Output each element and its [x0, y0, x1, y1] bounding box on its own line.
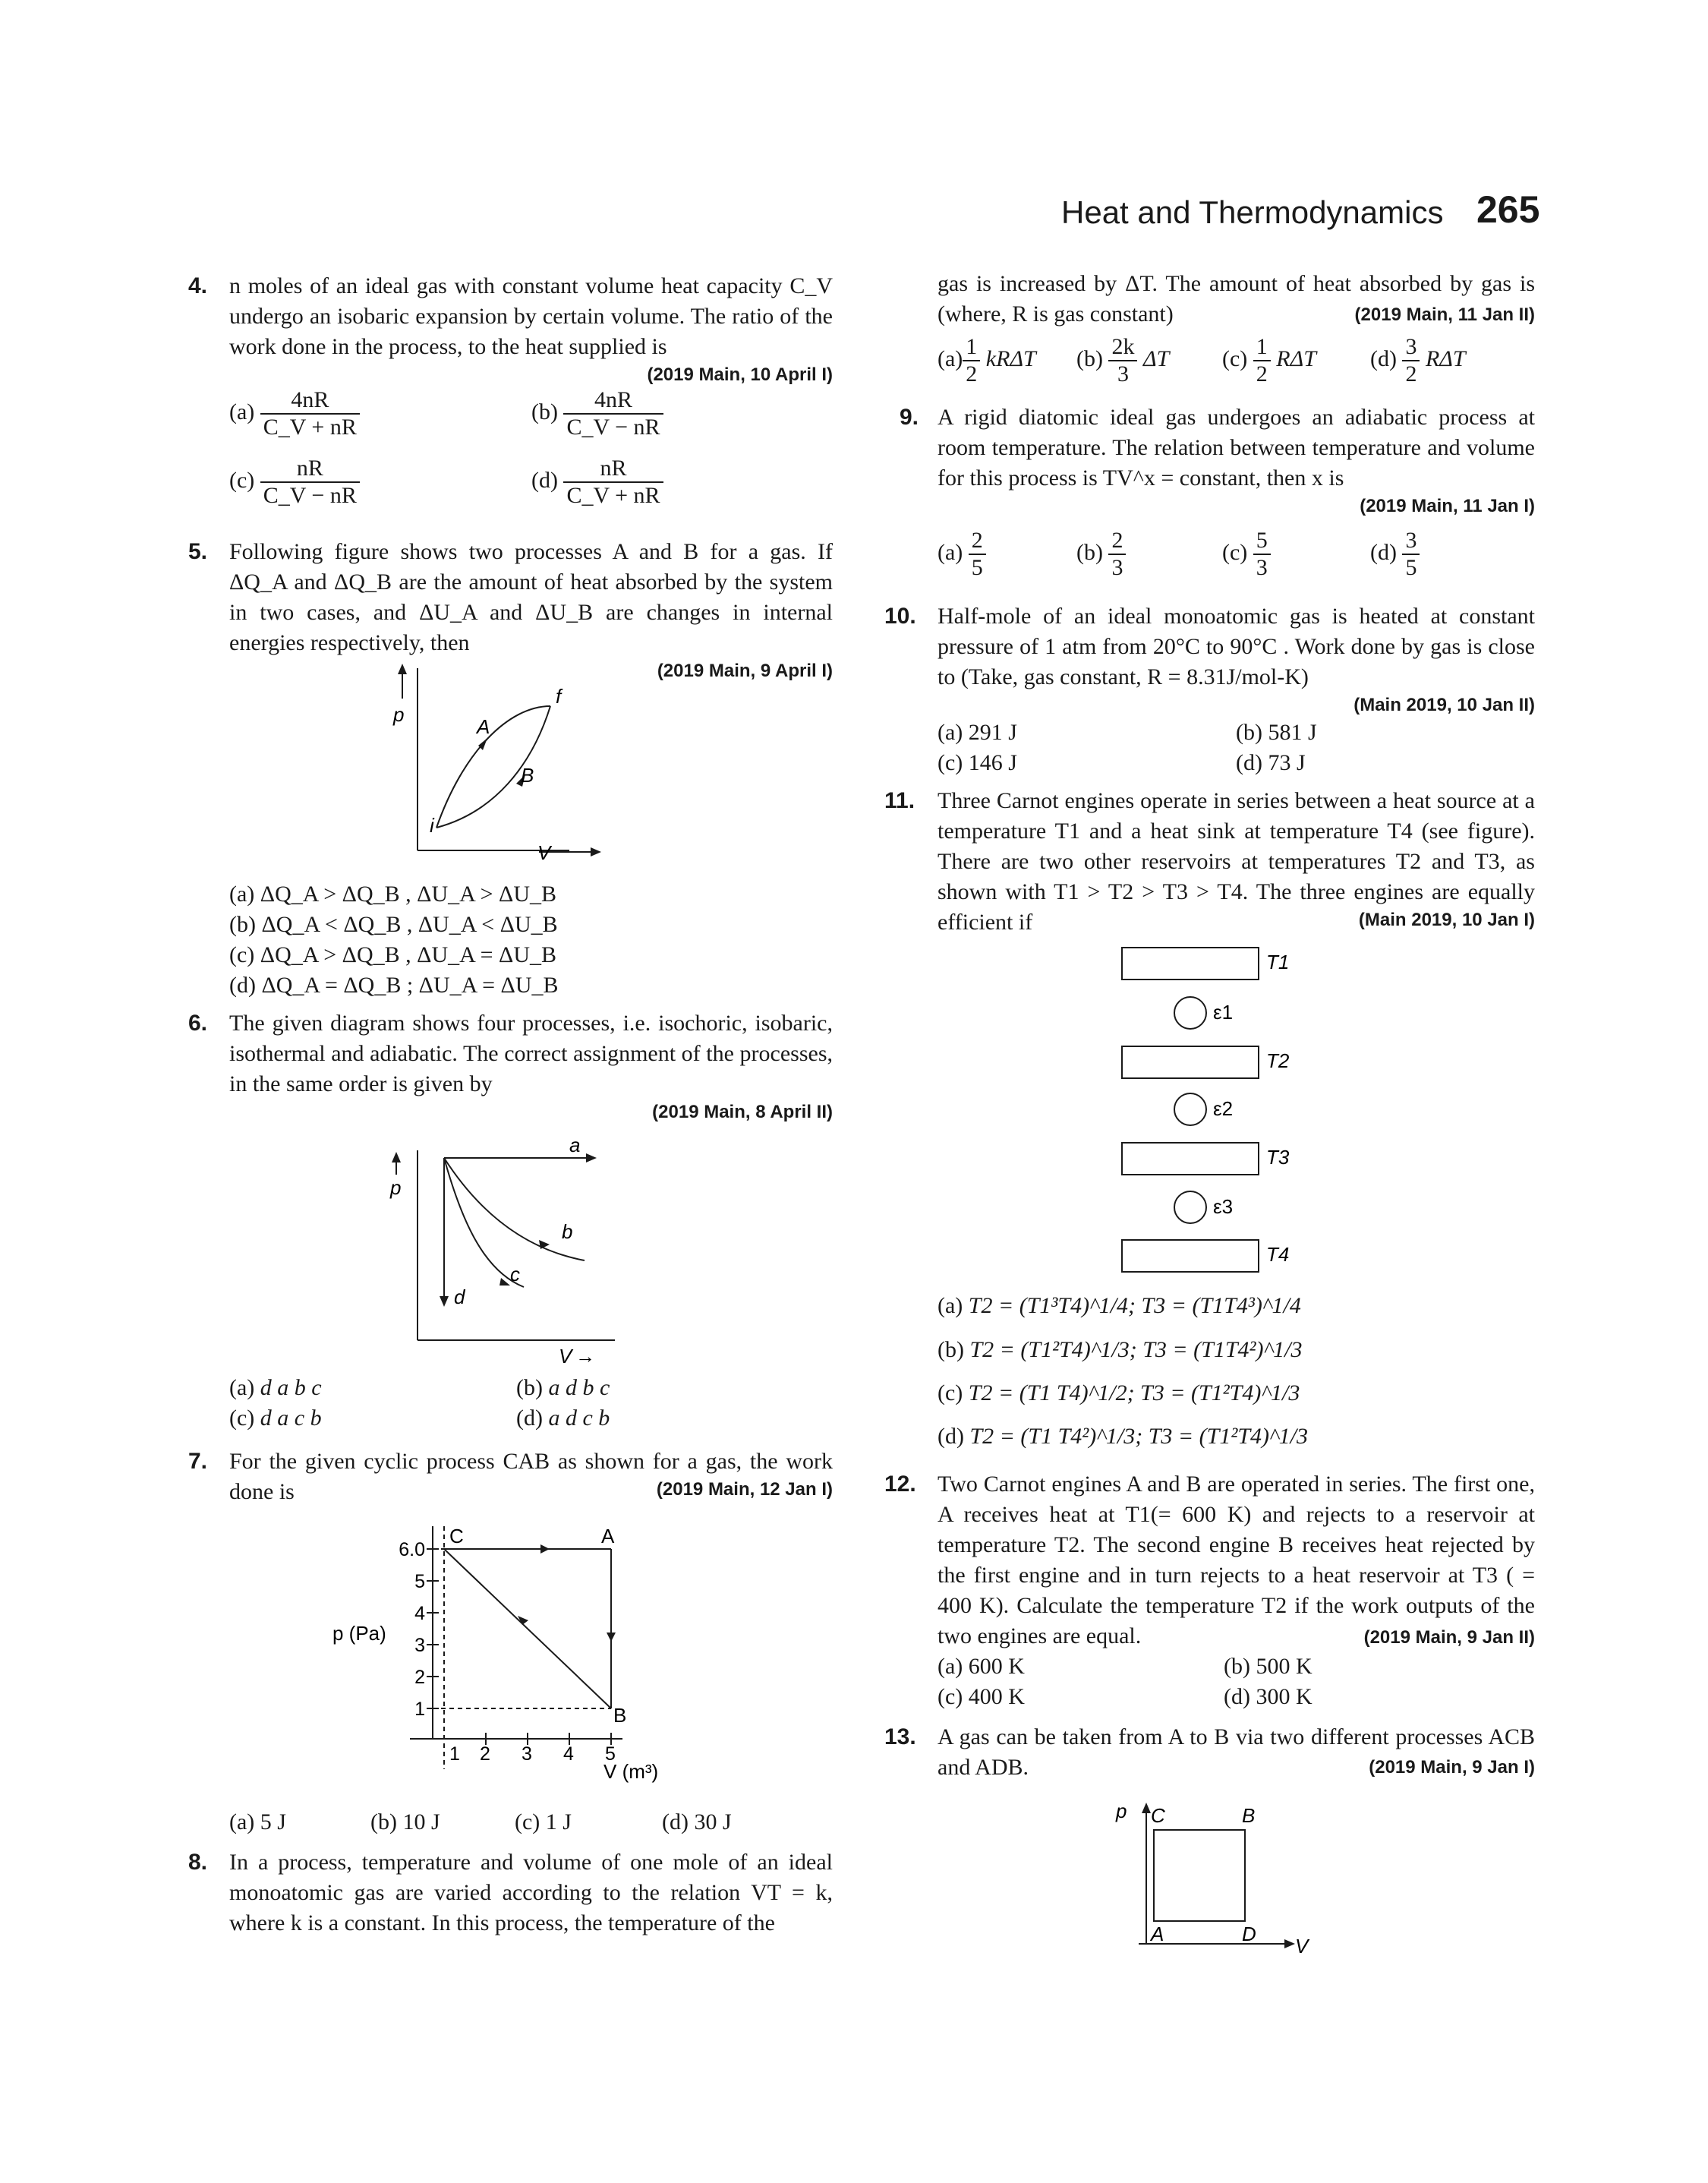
fraction [563, 456, 663, 509]
option-d [1224, 1682, 1313, 1712]
fraction [260, 387, 360, 440]
option-text: kRΔT [985, 345, 1036, 371]
point-label-i: i [430, 814, 434, 837]
option-label: (c) [515, 1809, 540, 1834]
reservoir-label-t1: T1 [1266, 951, 1290, 973]
question-text: Half-mole of an ideal monoatomic gas is heated at constant pressure of 1 atm from 20°C to 90°C . Work done by gas is close to (Take, gas constant, R = 8.31J/mol-K) [938, 604, 1535, 689]
option-b [370, 1807, 440, 1838]
option-label: (d) [1370, 345, 1397, 371]
option-text: T2 = (T1 T4)^1/2; T3 = (T1²T4)^1/3 [968, 1380, 1300, 1405]
option-label: (b) [516, 1375, 543, 1400]
option-label: (a) [229, 1809, 255, 1834]
engine-label-e1: ε1 [1213, 1001, 1234, 1024]
question-number: 5. [188, 539, 208, 564]
y-tick-3: 3 [414, 1635, 425, 1656]
question-text: Three Carnot engines operate in series between a heat source at a temperature T1 and a heat sink at temperature T4 (see figure). There are two other reservoirs at temperatures T2 and T3, as shown with T1 > T2 > T3 > T4. The three engines are equally efficient if [938, 788, 1535, 935]
numerator: 2 [1108, 528, 1126, 555]
option-text: ΔQ_A > ΔQ_B , ΔU_A > ΔU_B [260, 882, 557, 907]
source-tag: (2019 Main, 8 April II) [652, 1102, 833, 1122]
option-d [662, 1807, 732, 1838]
reservoir-t3 [1122, 1143, 1259, 1175]
option-label: (c) [229, 1405, 255, 1431]
denominator: 3 [1256, 555, 1268, 580]
option-a [229, 1807, 286, 1838]
question-number: 10. [884, 604, 916, 629]
y-tick-2: 2 [414, 1667, 425, 1688]
source-tag: (2019 Main, 11 Jan II) [1354, 304, 1535, 325]
option-label: (b) [1076, 345, 1103, 371]
option-b [229, 910, 558, 940]
question-number: 9. [900, 405, 919, 430]
option-d [229, 970, 559, 1001]
x-tick-2: 2 [480, 1743, 490, 1765]
option-text: d a c b [260, 1405, 322, 1431]
denominator: C_V + nR [263, 415, 357, 440]
question-6 [229, 1008, 833, 1125]
option-text: 10 J [402, 1809, 440, 1834]
reservoir-label-t3: T3 [1266, 1146, 1290, 1169]
option-text: ΔT [1142, 345, 1170, 371]
option-label: (c) [229, 942, 255, 967]
source-tag: (2019 Main, 12 Jan I) [656, 1479, 833, 1500]
option-d [531, 456, 663, 509]
fraction [1402, 334, 1420, 387]
carnot-engines-figure [1116, 942, 1313, 1276]
option-label: (a) [938, 1654, 963, 1679]
option-text: 5 J [260, 1809, 286, 1834]
point-label-c: C [449, 1525, 464, 1547]
option-b [1224, 1651, 1313, 1682]
option-label: (c) [938, 750, 963, 775]
option-text: a d c b [548, 1405, 610, 1431]
curve-label-a: a [569, 1135, 581, 1156]
option-text: T2 = (T1²T4)^1/3; T3 = (T1T4²)^1/3 [969, 1337, 1303, 1362]
option-label: (c) [229, 467, 255, 493]
option-a [938, 528, 986, 581]
question-text: Two Carnot engines A and B are operated in series. The first one, A receives heat at T1(= 600 K) and rejects to a reservoir at temperature T2. The second engine B receives heat rejected by the first engine and in turn rejects to a heat reservoir at T3 ( = 400 K). Calculate the temperature T2 if the work outputs of the two engines are equal. [938, 1472, 1535, 1648]
y-tick-4: 4 [414, 1603, 425, 1624]
option-d [1236, 748, 1306, 778]
denominator: C_V − nR [566, 415, 660, 440]
option-label: (a) [229, 882, 255, 907]
question-text: The given diagram shows four processes, i.e. isochoric, isobaric, isothermal and adiabatic. The correct assignment of the processes, in the same order is given by [229, 1011, 833, 1096]
option-text: ΔQ_A > ΔQ_B , ΔU_A = ΔU_B [260, 942, 557, 967]
engine-label-e2: ε2 [1213, 1097, 1234, 1120]
process-rectangle [1154, 1830, 1245, 1921]
option-text: 300 K [1256, 1684, 1313, 1709]
question-number: 4. [188, 273, 208, 298]
question-8 [229, 1847, 833, 1939]
option-label: (c) [938, 1684, 963, 1709]
engine-3 [1174, 1191, 1206, 1223]
option-label: (a) [229, 1375, 255, 1400]
reservoir-t1 [1122, 948, 1259, 980]
fraction [1253, 334, 1271, 387]
option-d [516, 1403, 610, 1434]
denominator: 3 [1117, 361, 1129, 386]
option-b [938, 1335, 1303, 1365]
question-text: gas is increased by ΔT. The amount of heat absorbed by gas is (where, R is gas constant) [938, 271, 1535, 327]
question-10 [938, 601, 1535, 718]
source-tag: (2019 Main, 9 April I) [657, 661, 833, 681]
question-text: n moles of an ideal gas with constant volume heat capacity C_V undergo an isobaric expansion by certain volume. The ratio of the work done in the process, to the heat supplied is [229, 273, 833, 359]
arrow-glyph: → [575, 1345, 595, 1368]
option-a [938, 718, 1017, 748]
option-c [938, 1682, 1025, 1712]
option-b [1236, 718, 1317, 748]
engine-1 [1174, 997, 1206, 1029]
page-header-title: Heat and Thermodynamics [1061, 194, 1444, 230]
y-tick-6: 6.0 [399, 1539, 425, 1560]
option-d [938, 1421, 1308, 1452]
source-tag: (2019 Main, 10 April I) [647, 364, 833, 385]
option-c [515, 1807, 572, 1838]
axis-label-v: V [559, 1345, 572, 1368]
question-9 [938, 402, 1535, 519]
option-label: (d) [1236, 750, 1262, 775]
denominator: 5 [1405, 555, 1417, 580]
option-label: (d) [938, 1424, 964, 1449]
question-text: Following figure shows two processes A and B for a gas. If ΔQ_A and ΔQ_B are the amount of heat absorbed by the system in two cases, and ΔU_A and ΔU_B are changes in internal energies respectively, then [229, 539, 833, 655]
curve-label-b: b [562, 1220, 573, 1243]
denominator: 2 [966, 361, 978, 386]
fraction [563, 387, 663, 440]
option-c [1222, 528, 1271, 581]
reservoir-t4 [1122, 1240, 1259, 1272]
option-a [938, 1651, 1025, 1682]
option-a [938, 334, 1036, 387]
question-text: A rigid diatomic ideal gas undergoes an adiabatic process at room temperature. The relation between temperature and volume for this process is TV^x = constant, then x is [938, 405, 1535, 491]
numerator: 3 [1402, 334, 1420, 361]
axis-label-p: p [393, 703, 405, 726]
option-label: (d) [1370, 539, 1397, 565]
option-c [1222, 334, 1316, 387]
fraction [260, 456, 360, 509]
numerator: 4nR [260, 387, 360, 415]
option-label: (b) [1236, 720, 1262, 745]
option-text: d a b c [260, 1375, 322, 1400]
axis-label-v: V (m³) [603, 1760, 659, 1783]
point-label-b: B [613, 1704, 627, 1727]
denominator: 2 [1405, 361, 1417, 386]
option-label: (c) [938, 1380, 963, 1405]
point-label-a: A [601, 1525, 615, 1547]
option-text: 500 K [1256, 1654, 1313, 1679]
option-label: (b) [1224, 1654, 1250, 1679]
point-label-b: B [1242, 1804, 1256, 1827]
option-label: (b) [370, 1809, 397, 1834]
option-text: a d b c [548, 1375, 610, 1400]
option-a [229, 879, 556, 910]
option-text: RΔT [1425, 345, 1466, 371]
option-c [229, 456, 360, 509]
option-label: (b) [229, 912, 256, 937]
y-tick-5: 5 [414, 1571, 425, 1592]
question-text: A gas can be taken from A to B via two different processes ACB and ADB. [938, 1724, 1535, 1780]
option-label: (a) [229, 399, 255, 424]
fraction [1108, 528, 1126, 581]
numerator: 2k [1108, 334, 1137, 361]
axis-label-v: V [537, 841, 551, 864]
source-tag: (2019 Main, 9 Jan I) [1369, 1757, 1535, 1778]
curve-label-d: d [454, 1286, 465, 1308]
reservoir-label-t4: T4 [1266, 1243, 1290, 1266]
denominator: 2 [1256, 361, 1268, 386]
x-tick-5: 5 [605, 1743, 616, 1765]
pv-diagram-q13 [1101, 1792, 1321, 1967]
option-label: (d) [229, 973, 256, 998]
option-b [1076, 334, 1169, 387]
option-label: (d) [516, 1405, 543, 1431]
option-a [229, 1373, 322, 1403]
page-number: 265 [1476, 188, 1540, 231]
fraction [1253, 528, 1271, 581]
option-c [938, 748, 1017, 778]
question-number: 7. [188, 1449, 208, 1474]
fraction [963, 334, 980, 387]
option-label: (c) [1222, 539, 1248, 565]
option-b [1076, 528, 1126, 581]
question-12 [938, 1469, 1535, 1651]
denominator: C_V − nR [263, 483, 357, 508]
denominator: 3 [1111, 555, 1123, 580]
option-text: 400 K [968, 1684, 1025, 1709]
engine-2 [1174, 1093, 1206, 1125]
curve-label-b: B [521, 764, 534, 787]
fraction [969, 528, 986, 581]
engine-label-e3: ε3 [1213, 1195, 1234, 1218]
numerator: 3 [1402, 528, 1420, 555]
source-tag: (2019 Main, 9 Jan II) [1363, 1627, 1535, 1648]
option-label: (b) [531, 399, 558, 424]
numerator: 1 [963, 334, 980, 361]
option-text: 291 J [968, 720, 1017, 745]
option-b [531, 387, 663, 440]
axis-label-v: V [1295, 1935, 1309, 1957]
question-number: 13. [884, 1724, 916, 1749]
numerator: nR [260, 456, 360, 483]
option-label: (a) [938, 345, 963, 371]
option-text: 146 J [968, 750, 1017, 775]
point-label-d: D [1242, 1923, 1256, 1945]
pv-diagram-q7 [319, 1519, 683, 1807]
option-text: 1 J [545, 1809, 572, 1834]
question-number: 11. [884, 788, 915, 813]
option-label: (b) [1076, 539, 1103, 565]
curve-label-c: c [510, 1263, 520, 1286]
curve-label-a: A [477, 715, 490, 738]
option-label: (b) [938, 1337, 964, 1362]
option-text: T2 = (T1 T4²)^1/3; T3 = (T1²T4)^1/3 [969, 1424, 1309, 1449]
option-label: (a) [938, 1293, 963, 1318]
source-tag: (Main 2019, 10 Jan I) [1358, 910, 1535, 930]
option-text: 600 K [968, 1654, 1025, 1679]
option-text: RΔT [1276, 345, 1316, 371]
option-label: (a) [938, 539, 963, 565]
numerator: 4nR [563, 387, 663, 415]
question-text: In a process, temperature and volume of one mole of an ideal monoatomic gas are varied according to the relation VT = k, where k is a constant. In this process, the temperature of the [229, 1850, 833, 1935]
option-label: (a) [938, 720, 963, 745]
option-d [1370, 334, 1466, 387]
option-label: (c) [1222, 345, 1248, 371]
axis-label-p: p [1116, 1800, 1127, 1822]
option-label: (d) [531, 467, 558, 493]
reservoir-t2 [1122, 1046, 1259, 1078]
source-tag: (2019 Main, 11 Jan I) [1360, 496, 1535, 516]
numerator: nR [563, 456, 663, 483]
numerator: 2 [969, 528, 986, 555]
source-tag: (Main 2019, 10 Jan II) [1353, 695, 1535, 715]
question-number: 8. [188, 1850, 208, 1875]
pv-diagram-q5 [380, 661, 622, 873]
question-text: For the given cyclic process CAB as shown for a gas, the work done is [229, 1449, 833, 1504]
axis-label-p: p [390, 1176, 402, 1199]
question-4 [229, 271, 833, 388]
question-number: 12. [884, 1472, 916, 1497]
y-tick-1: 1 [414, 1699, 425, 1720]
option-c [229, 1403, 322, 1434]
option-text: T2 = (T1³T4)^1/4; T3 = (T1T4³)^1/4 [968, 1293, 1301, 1318]
x-tick-1: 1 [449, 1743, 460, 1765]
numerator: 1 [1253, 334, 1271, 361]
x-tick-3: 3 [522, 1743, 532, 1765]
fraction [1402, 528, 1420, 581]
question-number: 6. [188, 1011, 208, 1036]
option-label: (d) [662, 1809, 689, 1834]
denominator: C_V + nR [566, 483, 660, 508]
option-text: ΔQ_A < ΔQ_B , ΔU_A < ΔU_B [261, 912, 558, 937]
option-label: (d) [1224, 1684, 1250, 1709]
axis-label-p: p (Pa) [332, 1622, 386, 1645]
point-label-f: f [556, 685, 562, 708]
denominator: 5 [971, 555, 983, 580]
fraction [1108, 334, 1137, 387]
option-c [229, 940, 556, 970]
option-text: 581 J [1268, 720, 1317, 745]
option-text: ΔQ_A = ΔQ_B ; ΔU_A = ΔU_B [261, 973, 559, 998]
option-a [938, 1291, 1301, 1321]
point-label-a: A [1151, 1923, 1164, 1945]
option-text: 73 J [1268, 750, 1306, 775]
point-label-c: C [1151, 1804, 1165, 1827]
option-a [229, 387, 360, 440]
reservoir-label-t2: T2 [1266, 1049, 1290, 1072]
x-tick-4: 4 [563, 1743, 574, 1765]
option-c [938, 1378, 1300, 1409]
pv-diagram-q6 [380, 1135, 630, 1371]
option-d [1370, 528, 1420, 581]
option-text: 30 J [694, 1809, 732, 1834]
option-b [516, 1373, 610, 1403]
numerator: 5 [1253, 528, 1271, 555]
